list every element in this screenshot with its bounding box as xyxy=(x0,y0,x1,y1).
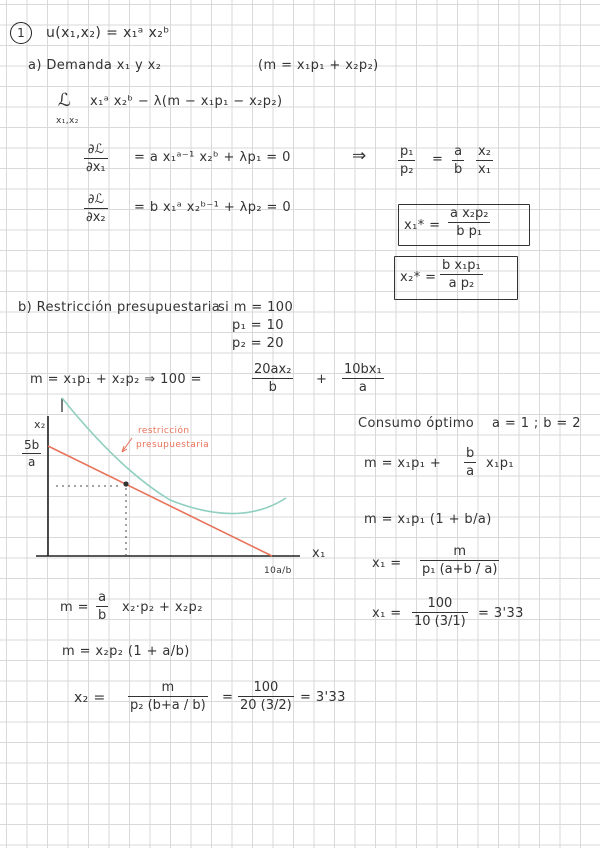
x2-line-3-equals: = xyxy=(222,690,234,705)
optimum-line-1-lhs: m = x₁p₁ + xyxy=(364,456,442,471)
optimum-line-1-fraction xyxy=(464,446,476,479)
fraction-bar xyxy=(128,696,208,697)
optimum-params: a = 1 ; b = 2 xyxy=(492,416,581,431)
budget-term-1-denominator: b xyxy=(268,380,277,395)
optimum-line-4-fraction xyxy=(412,596,468,629)
budget-term-2-numerator: 10bx₁ xyxy=(344,362,382,377)
param-ratio-denominator: b xyxy=(454,162,463,177)
fraction-bar xyxy=(238,696,294,697)
x1-star-label: x₁* = xyxy=(404,218,441,233)
x2-line-1-denominator: b xyxy=(98,608,107,623)
y-intercept-denominator: a xyxy=(27,455,36,469)
x2-line-1-rhs: x₂·p₂ + x₂p₂ xyxy=(122,600,203,615)
fraction-bar xyxy=(420,560,499,561)
x1-star-numerator: a x₂p₂ xyxy=(450,206,489,221)
optimum-line-3-lhs: x₁ = xyxy=(372,556,402,571)
optimum-line-3-fraction xyxy=(420,544,499,577)
x2-line-1-fraction xyxy=(96,590,108,623)
optimum-result-x2: = 3'33 xyxy=(300,690,346,705)
given-p1: p₁ = 10 xyxy=(232,318,284,333)
x2-star-denominator: a p₂ xyxy=(448,276,475,291)
optimum-result-x1: = 3'33 xyxy=(478,606,524,621)
derivative-x1-equation: = a x₁ᵃ⁻¹ x₂ᵇ + λp₁ = 0 xyxy=(134,150,291,165)
optimum-point xyxy=(123,481,128,486)
optimum-line-4-denominator: 10 (3/1) xyxy=(414,614,466,629)
optimum-line-3-denominator: p₁ (a+b / a) xyxy=(422,562,498,577)
fraction-bar xyxy=(22,453,41,454)
price-ratio-denominator: p₂ xyxy=(400,162,414,177)
budget-term-1-numerator: 20ax₂ xyxy=(254,362,292,377)
fraction-bar xyxy=(96,606,108,607)
x2-line-3-numerator: m xyxy=(161,680,175,695)
indifference-curve xyxy=(62,398,286,514)
budget-term-2-denominator: a xyxy=(358,380,367,395)
x2-star-label: x₂* = xyxy=(400,270,437,285)
graph-x-axis-label: x₁ xyxy=(312,546,326,561)
graph-x-intercept: 10a/b xyxy=(264,566,292,576)
x2-line-3-fraction-2 xyxy=(238,680,294,713)
x2-line-2: m = x₂p₂ (1 + a/b) xyxy=(62,644,190,659)
graph-y-axis-label: x₂ xyxy=(34,418,46,431)
budget-plus: + xyxy=(316,372,328,387)
graph-annotation-line-2: presupuestaria xyxy=(136,440,210,450)
optimum-line-1-denominator: a xyxy=(466,464,475,479)
graph-y-intercept xyxy=(22,438,41,469)
derivative-x2-denominator: ∂x₂ xyxy=(86,210,106,225)
annotation-arrow xyxy=(122,438,132,452)
x2-line-3-fraction xyxy=(128,680,208,713)
part-b-heading: b) Restricción presupuestaria xyxy=(18,300,221,315)
optimum-line-3-numerator: m xyxy=(453,544,467,559)
problem-number: 1 xyxy=(10,22,32,44)
fraction-bar xyxy=(464,462,476,463)
x1-star-denominator: b p₁ xyxy=(456,224,483,239)
optimum-line-4-numerator: 100 xyxy=(427,596,453,611)
part-a-heading: a) Demanda x₁ y x₂ xyxy=(28,58,162,73)
budget-note: (m = x₁p₁ + x₂p₂) xyxy=(258,58,379,73)
ratio-equals: = xyxy=(432,152,444,167)
graph-annotation-line-1: restricción xyxy=(138,426,190,436)
derivative-x1-numerator: ∂ℒ xyxy=(87,142,104,157)
x2-line-3-denominator: p₂ (b+a / b) xyxy=(130,698,206,713)
lagrangian-symbol: ℒ xyxy=(58,90,72,111)
x2-line-3-numerator-2: 100 xyxy=(253,680,279,695)
given-p2: p₂ = 20 xyxy=(232,336,284,351)
optimum-line-1-rhs: x₁p₁ xyxy=(486,456,514,471)
x2-star-numerator: b x₁p₁ xyxy=(442,258,481,273)
budget-line xyxy=(48,446,272,556)
lagrangian-expression: x₁ᵃ x₂ᵇ − λ(m − x₁p₁ − x₂p₂) xyxy=(90,94,283,109)
x2-line-1-lhs: m = xyxy=(60,600,89,615)
optimum-line-2: m = x₁p₁ (1 + b/a) xyxy=(364,512,492,527)
derivative-x2-numerator: ∂ℒ xyxy=(87,192,104,207)
x2-line-1-numerator: a xyxy=(98,590,107,605)
y-intercept-numerator: 5b xyxy=(24,438,40,452)
derivative-x2-equation: = b x₁ᵃ x₂ᵇ⁻¹ + λp₂ = 0 xyxy=(134,200,292,215)
utility-function: u(x₁,x₂) = x₁ᵃ x₂ᵇ xyxy=(46,25,170,41)
implies-arrow: ⇒ xyxy=(352,146,367,166)
lagrangian-subscript: x₁,x₂ xyxy=(56,116,79,126)
price-ratio-numerator: p₁ xyxy=(400,144,414,159)
optimum-line-4-lhs: x₁ = xyxy=(372,606,402,621)
optimum-heading: Consumo óptimo xyxy=(358,416,475,431)
fraction-bar xyxy=(412,612,468,613)
quantity-ratio-denominator: x₁ xyxy=(478,162,491,177)
derivative-x1-denominator: ∂x₁ xyxy=(86,160,106,175)
quantity-ratio-numerator: x₂ xyxy=(478,144,491,159)
param-ratio-numerator: a xyxy=(454,144,463,159)
budget-equation-lhs: m = x₁p₁ + x₂p₂ ⇒ 100 = xyxy=(30,372,202,387)
x2-line-3-denominator-2: 20 (3/2) xyxy=(240,698,292,713)
optimum-line-1-numerator: b xyxy=(466,446,475,461)
given-m: si m = 100 xyxy=(218,300,294,315)
x2-line-3-lhs: x₂ = xyxy=(74,690,106,706)
